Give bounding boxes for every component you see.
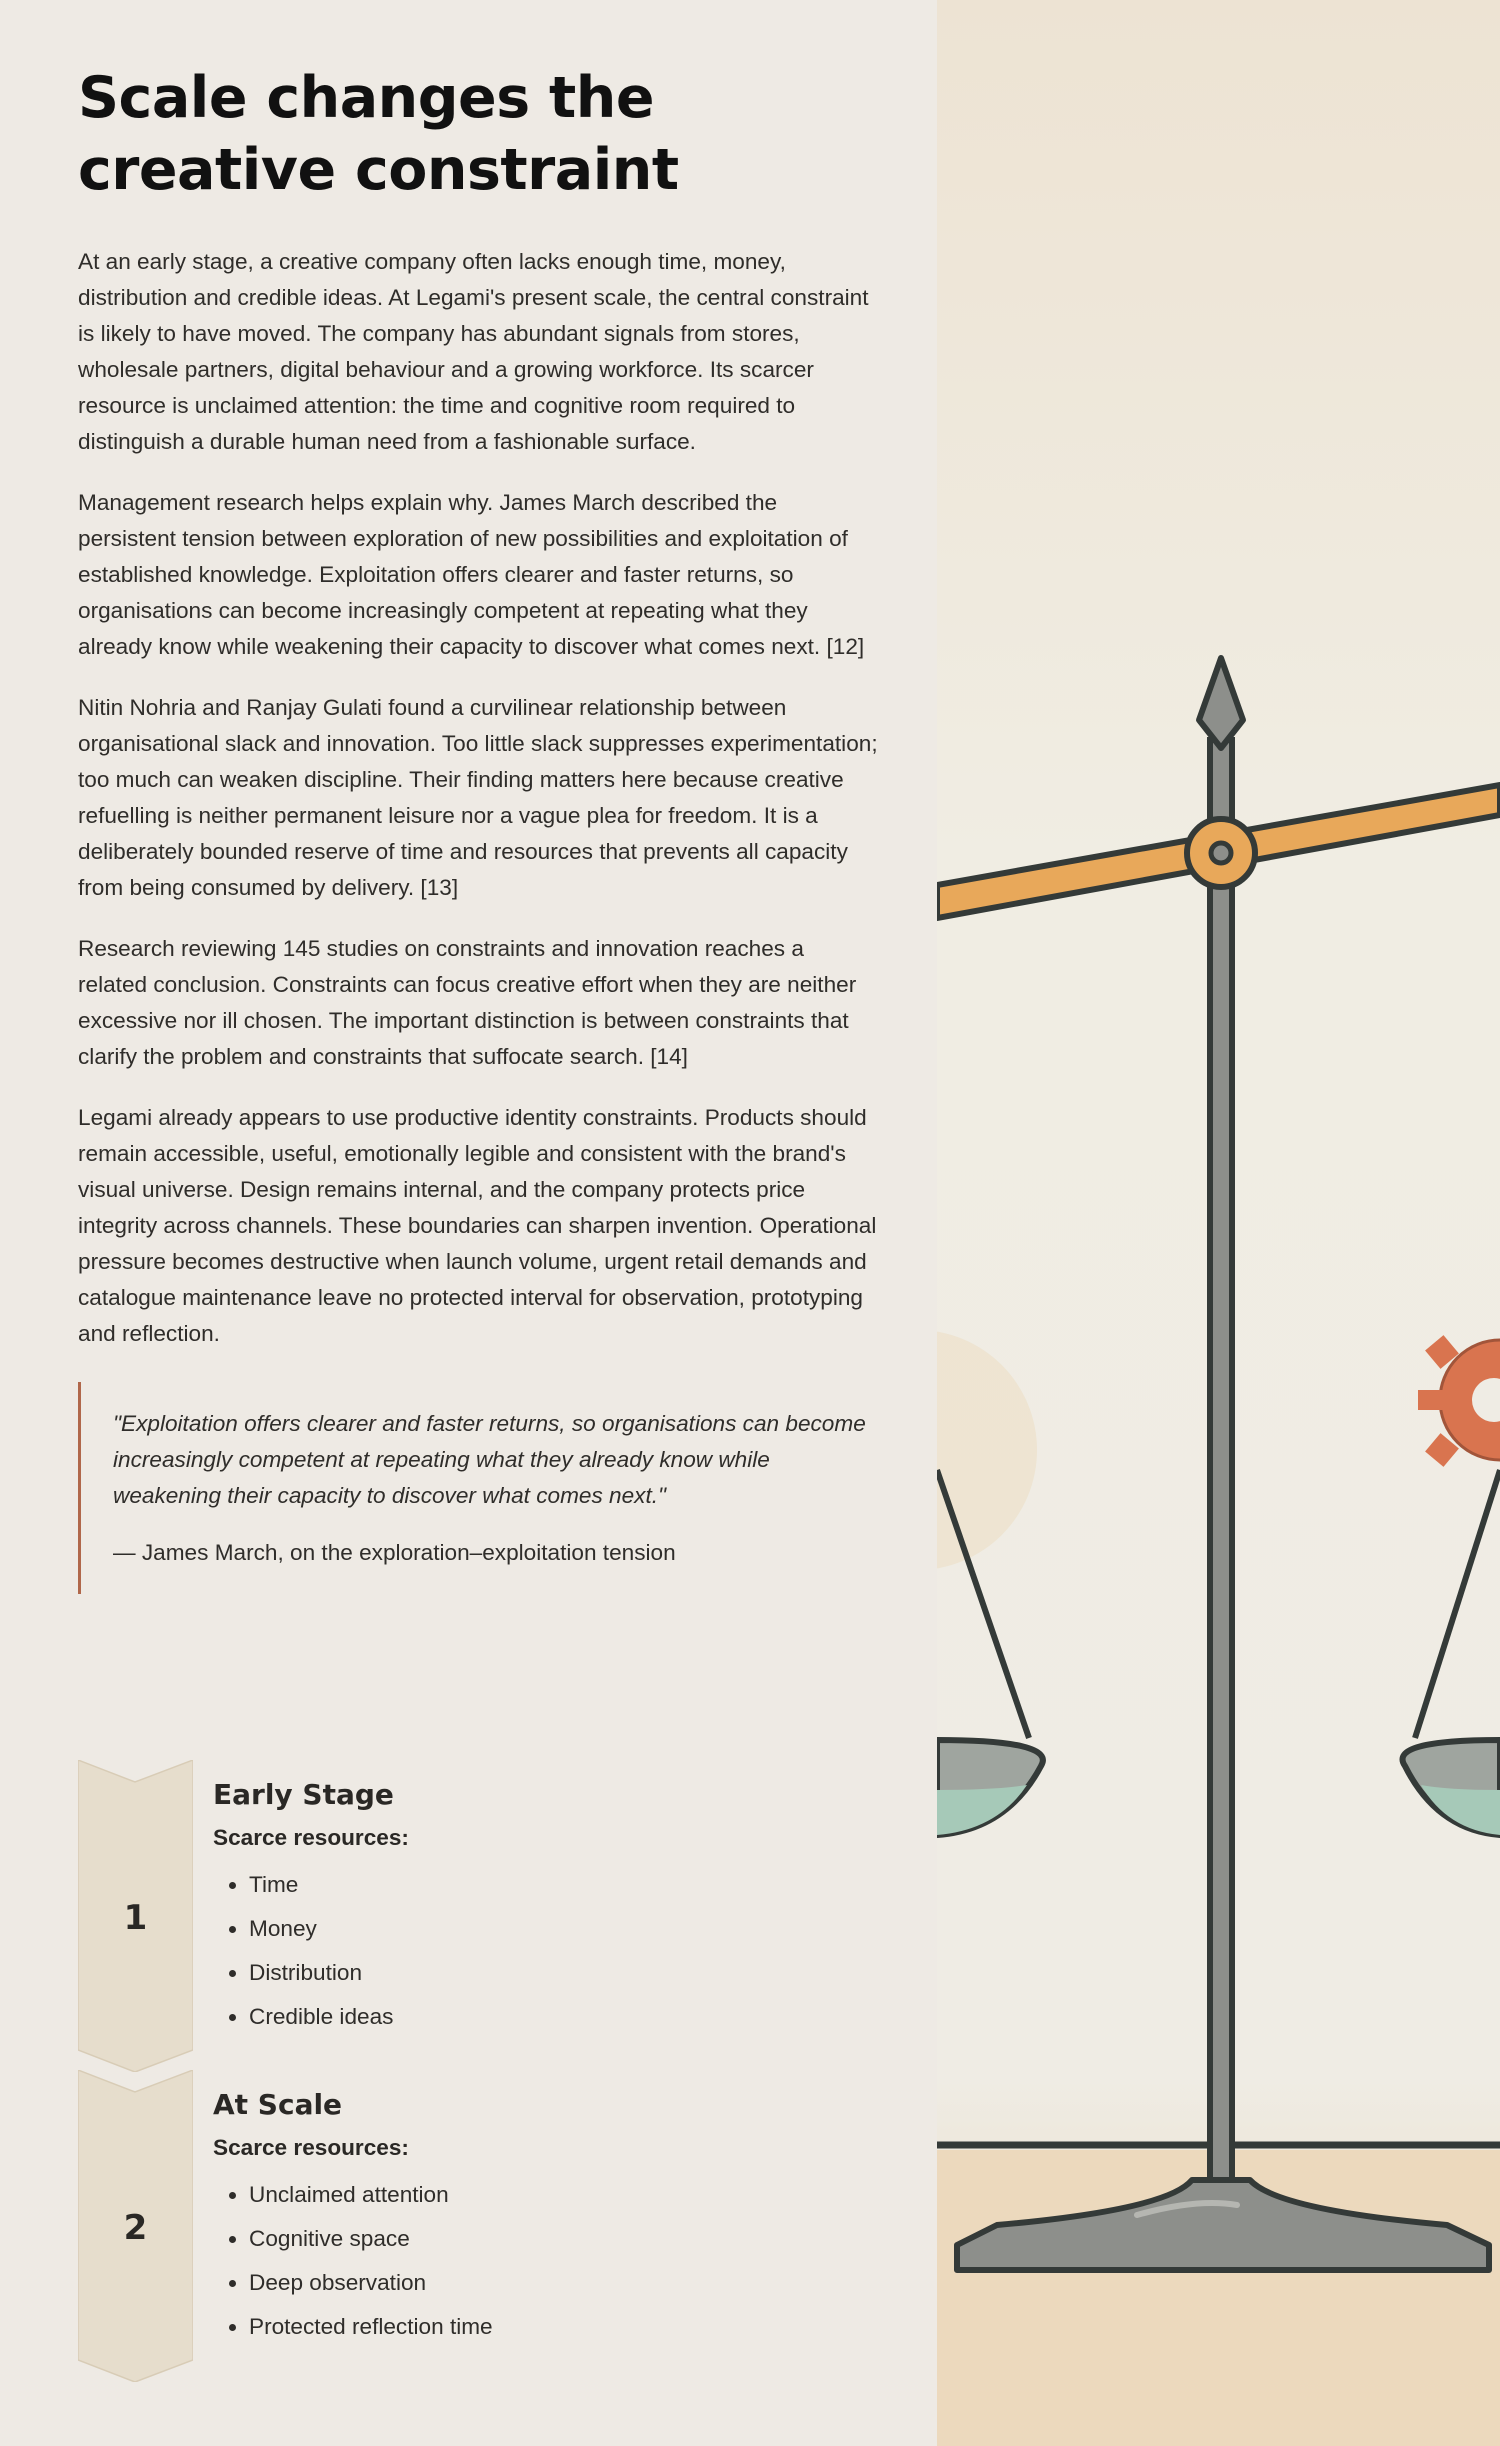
step-chevron [78, 2070, 193, 2382]
resource-list [213, 2173, 863, 2349]
step-number: 2 [123, 2208, 148, 2248]
list-item: • Time [249, 1863, 863, 1907]
article [78, 62, 878, 1594]
paragraph: Research reviewing 145 studies on constraints and innovation reaches a related conclusion. Constraints can focus creative effort when they are neither excessive nor ill chosen. The important distinction is between constraints that clarify the problem and constraints that suffocate search. [14] [78, 936, 857, 1069]
step-title: At Scale [213, 2088, 343, 2121]
list-item: • Credible ideas [249, 1995, 863, 2039]
step-info [213, 2088, 863, 2349]
list-item: • Protected reflection time [249, 2305, 863, 2349]
paragraph: Nitin Nohria and Ranjay Gulati found a curvilinear relationship between organisational slack and innovation. Too little slack suppresses experimentation; too much can weaken discipline. Their finding matters here because creative refuelling is neither permanent leisure nor a vague plea for freedom. It is a deliberately bounded reserve of time and resources that prevents all capacity from being consumed by delivery. [13] [78, 695, 878, 900]
illustration-panel [937, 0, 1500, 2446]
list-item: • Deep observation [249, 2261, 863, 2305]
step-number: 1 [123, 1898, 148, 1938]
page-title: Scale changes the creative constraint [78, 65, 679, 203]
step-subtitle: Scarce resources: [213, 2135, 409, 2160]
balance-scale-icon [937, 0, 1500, 2446]
step-subtitle: Scarce resources: [213, 1825, 409, 1850]
paragraph: Legami already appears to use productive identity constraints. Products should remain accessible, useful, emotionally legible and consistent with the brand's visual universe. Design remains internal, and the company protects price integrity across channels. These boundaries can sharpen invention. Operational pressure becomes destructive when launch volume, urgent retail demands and catalogue maintenance leave no protected interval for observation, prototyping and reflection. [78, 1105, 877, 1346]
step-info [213, 1778, 863, 2039]
list-item: • Money [249, 1907, 863, 1951]
step-title: Early Stage [213, 1778, 394, 1811]
list-item: • Unclaimed attention [249, 2173, 863, 2217]
paragraph: Management research helps explain why. James March described the persistent tension between exploration of new possibilities and exploitation of established knowledge. Exploitation offers clearer and faster returns, so organisations can become increasingly competent at repeating what they already know while weakening their capacity to discover what comes next. [12] [78, 490, 865, 659]
list-item: • Cognitive space [249, 2217, 863, 2261]
resource-list [213, 1863, 863, 2039]
step-chevron [78, 1760, 193, 2072]
quote-text: "Exploitation offers clearer and faster returns, so organisations can become increasingly competent at repeating what they already know while weakening their capacity to discover what comes next." [113, 1411, 866, 1508]
paragraph: At an early stage, a creative company often lacks enough time, money, distribution and credible ideas. At Legami's present scale, the central constraint is likely to have moved. The company has abundant signals from stores, wholesale partners, digital behaviour and a growing workforce. Its scarcer resource is unclaimed attention: the time and cognitive room required to distinguish a durable human need from a fashionable surface. [78, 249, 869, 454]
pull-quote [78, 1382, 878, 1594]
list-item: • Distribution [249, 1951, 863, 1995]
quote-attribution: — James March, on the exploration–exploitation tension [113, 1540, 676, 1565]
